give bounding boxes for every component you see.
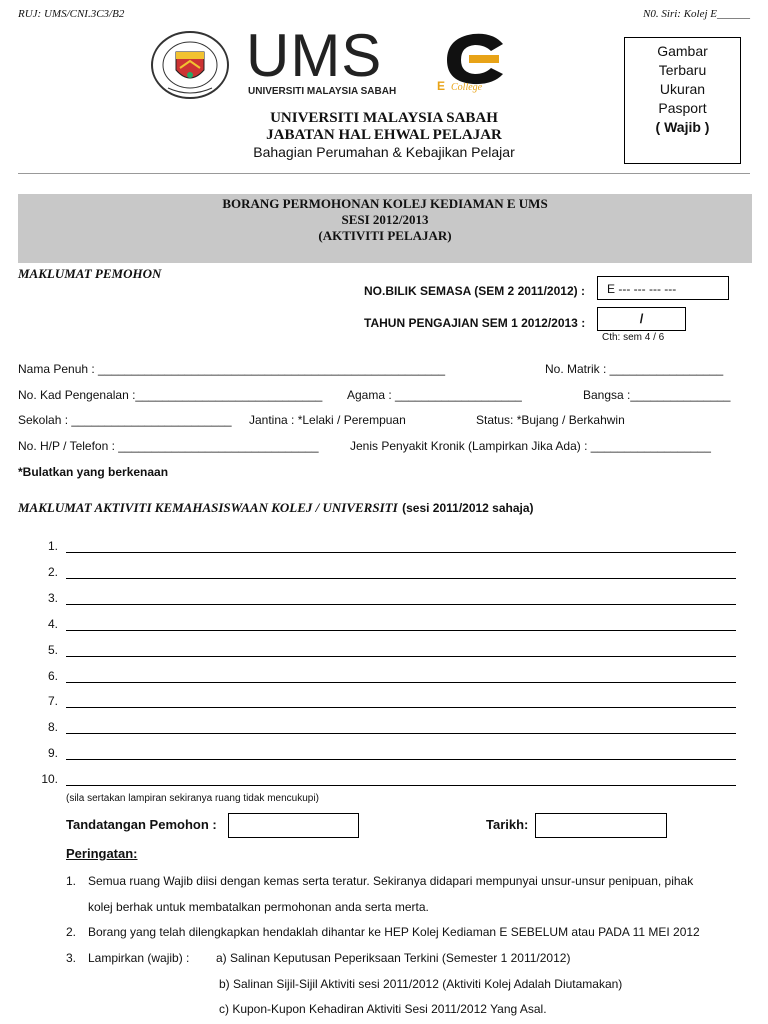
warning-3-label: Lampirkan (wajib) : xyxy=(88,951,190,965)
activity-entry-line[interactable] xyxy=(66,552,736,553)
form-subtitle: (AKTIVITI PELAJAR) xyxy=(318,228,452,243)
attachment-note: (sila sertakan lampiran sekiranya ruang tidak mencukupi) xyxy=(66,793,319,804)
activity-number: 1. xyxy=(47,539,58,553)
marital-status-field[interactable]: Status: *Bujang / Berkahwin xyxy=(476,413,625,427)
activity-number: 4. xyxy=(47,617,58,631)
reference-number: RUJ: UMS/CNI.3C3/B2 xyxy=(18,8,125,20)
form-session: SESI 2012/2013 xyxy=(341,212,429,227)
room-label: NO.BILIK SEMASA (SEM 2 2011/2012) : xyxy=(364,284,585,298)
circle-note: *Bulatkan yang berkenaan xyxy=(18,465,169,479)
warnings-title: Peringatan: xyxy=(66,846,138,861)
study-year-value: / xyxy=(639,311,644,326)
date-label: Tarikh: xyxy=(486,817,529,832)
chronic-illness-field[interactable]: Jenis Penyakit Kronik (Lampirkan Jika Ada) : __________________ xyxy=(350,439,711,453)
phone-field[interactable]: No. H/P / Telefon : ______________________________ xyxy=(18,439,319,453)
activity-number: 5. xyxy=(47,643,58,657)
warning-1-line-1: Semua ruang Wajib diisi dengan kemas serta teratur. Sekiranya didapari mempunyai unsur-unsur penipuan, pihak xyxy=(88,874,694,888)
full-name-field[interactable]: Nama Penuh : ____________________________________________________ xyxy=(18,362,446,376)
photo-box-line: Gambar xyxy=(657,43,708,59)
photo-box-line: Pasport xyxy=(658,100,707,116)
date-field[interactable] xyxy=(535,813,667,838)
activity-entry-line[interactable] xyxy=(66,707,736,708)
activity-entry-line[interactable] xyxy=(66,578,736,579)
activity-entry-line[interactable] xyxy=(66,656,736,657)
ums-wordmark: UMS xyxy=(246,22,383,89)
university-name: UNIVERSITI MALAYSIA SABAH xyxy=(270,110,498,126)
ums-seal-logo xyxy=(150,30,230,100)
activity-entry-line[interactable] xyxy=(66,630,736,631)
signature-field[interactable] xyxy=(228,813,359,838)
applicant-section-title: MAKLUMAT PEMOHON xyxy=(18,266,162,281)
ic-number-field[interactable]: No. Kad Pengenalan :____________________________ xyxy=(18,388,323,402)
activity-entry-line[interactable] xyxy=(66,759,736,760)
attachment-c: c) Kupon-Kupon Kehadiran Aktiviti Sesi 2011/2012 Yang Asal. xyxy=(219,1002,547,1016)
activity-entry-line[interactable] xyxy=(66,733,736,734)
warning-1-number: 1. xyxy=(66,874,77,888)
warning-2-text: Borang yang telah dilengkapkan hendaklah dihantar ke HEP Kolej Kediaman E SEBELUM atau PADA 11 MEI 2012 xyxy=(88,925,700,939)
warning-1-line-2: kolej berhak untuk membatalkan permohonan anda serta merta. xyxy=(88,900,429,914)
activities-title-wrap xyxy=(18,499,534,517)
warning-3-number: 3. xyxy=(66,951,77,965)
room-number-value: E --- --- --- --- xyxy=(607,282,677,296)
activity-entry-line[interactable] xyxy=(66,604,736,605)
activity-number: 10. xyxy=(41,772,58,786)
race-field[interactable]: Bangsa :_______________ xyxy=(583,388,731,402)
photo-box-line: Terbaru xyxy=(658,62,707,78)
form-title: BORANG PERMOHONAN KOLEJ KEDIAMAN E UMS xyxy=(222,196,548,211)
activities-title-suffix: (sesi 2011/2012 sahaja) xyxy=(402,501,534,515)
photo-box-required: ( Wajib ) xyxy=(655,119,710,135)
activity-entry-line[interactable] xyxy=(66,785,736,786)
activities-title: MAKLUMAT AKTIVITI KEMAHASISWAAN KOLEJ / UNIVERSITI xyxy=(18,500,398,515)
activity-number: 6. xyxy=(47,669,58,683)
study-year-field[interactable] xyxy=(597,307,686,331)
study-year-label: TAHUN PENGAJIAN SEM 1 2012/2013 : xyxy=(364,316,586,330)
activity-number: 3. xyxy=(47,591,58,605)
university-name-wrap xyxy=(0,110,768,127)
attachment-b: b) Salinan Sijil-Sijil Aktiviti sesi 2011/2012 (Aktiviti Kolej Adalah Diutamakan) xyxy=(219,977,623,991)
activity-number: 2. xyxy=(47,565,58,579)
svg-text:E: E xyxy=(437,79,446,93)
department-name: JABATAN HAL EHWAL PELAJAR xyxy=(266,127,502,143)
religion-field[interactable]: Agama : ___________________ xyxy=(347,388,522,402)
attachment-a: a) Salinan Keputusan Peperiksaan Terkini (Semester 1 2011/2012) xyxy=(216,951,571,965)
gender-field[interactable]: Jantina : *Lelaki / Perempuan xyxy=(249,413,406,427)
study-year-hint: Cth: sem 4 / 6 xyxy=(602,332,665,343)
division-name: Bahagian Perumahan & Kebajikan Pelajar xyxy=(253,144,515,160)
school-field[interactable]: Sekolah : ________________________ xyxy=(18,413,232,427)
ums-wordmark-subtitle: UNIVERSITI MALAYSIA SABAH xyxy=(248,86,397,97)
svg-text:College: College xyxy=(451,82,483,93)
matric-number-field[interactable]: No. Matrik : _________________ xyxy=(545,362,724,376)
photo-box-line: Ukuran xyxy=(659,81,706,97)
activity-number: 8. xyxy=(47,720,58,734)
header-divider xyxy=(18,173,750,174)
serial-number: N0. Siri: Kolej E______ xyxy=(643,8,750,20)
signature-label: Tandatangan Pemohon : xyxy=(66,817,217,832)
room-number-field[interactable] xyxy=(597,276,729,300)
activity-number: 7. xyxy=(47,694,58,708)
warning-2-number: 2. xyxy=(66,925,77,939)
activity-entry-line[interactable] xyxy=(66,682,736,683)
e-college-logo xyxy=(433,30,521,94)
activity-number: 9. xyxy=(47,746,58,760)
title-band xyxy=(18,194,752,263)
